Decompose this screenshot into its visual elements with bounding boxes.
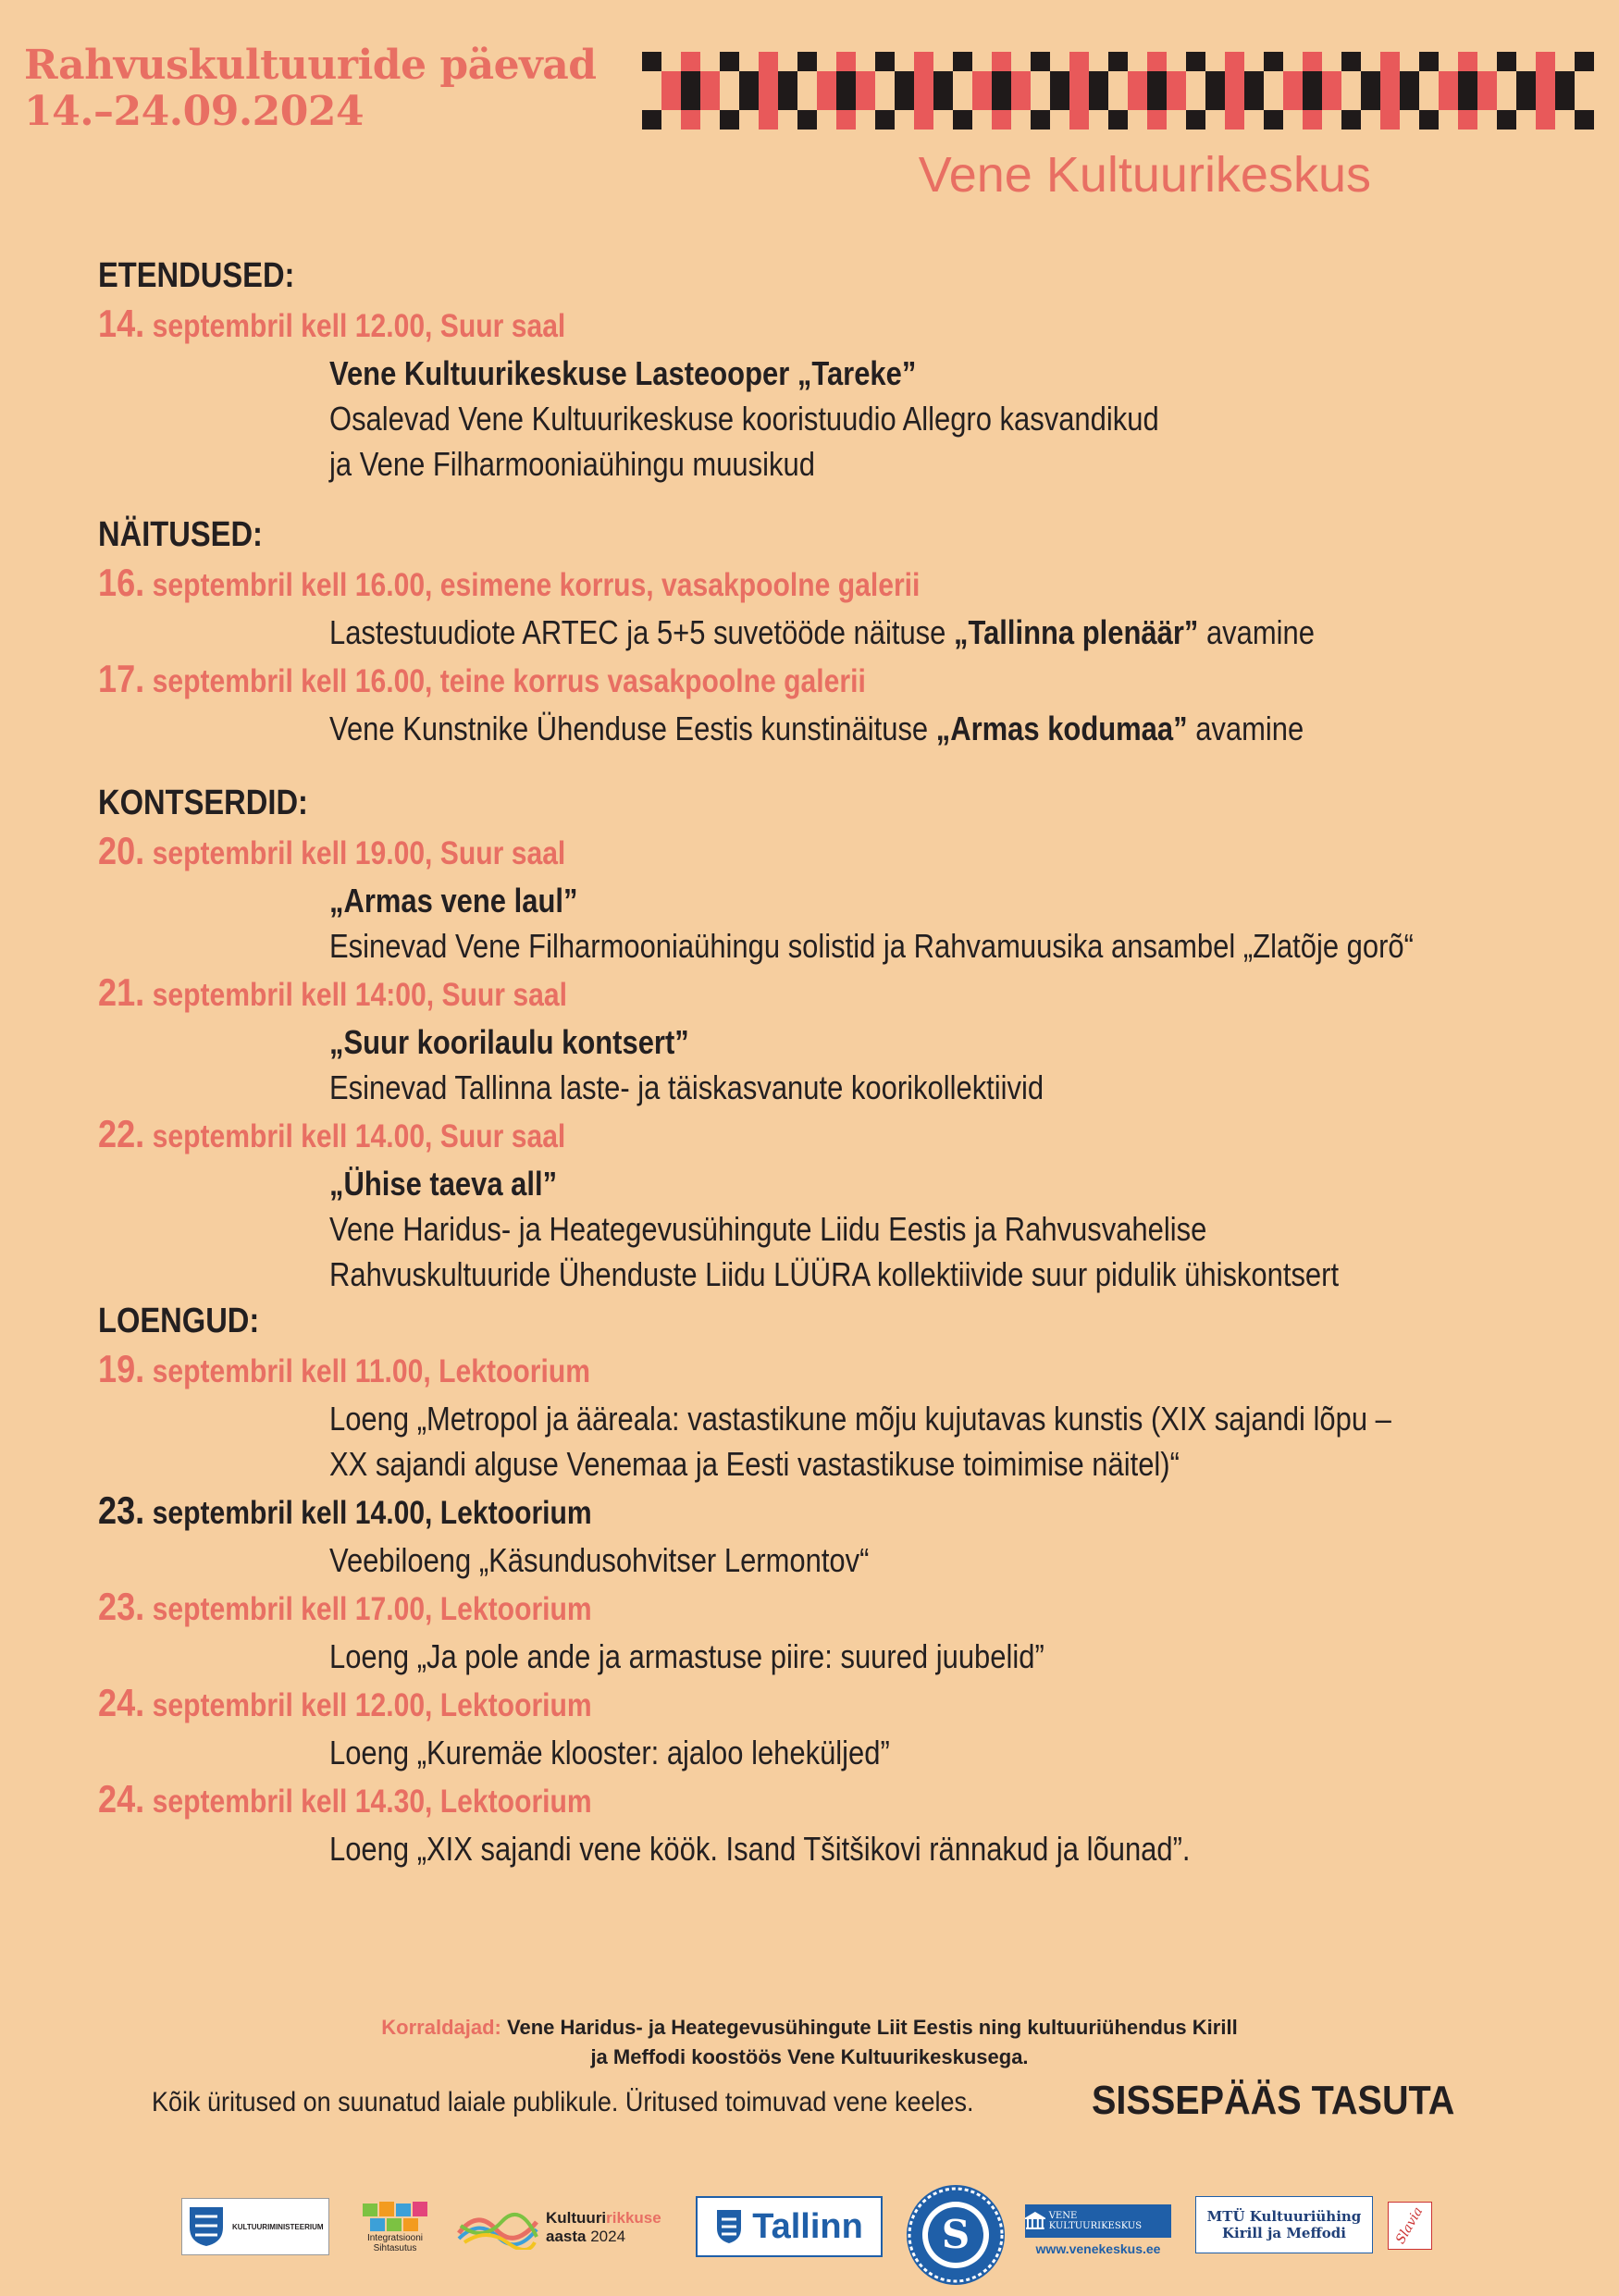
pattern-square [1128, 91, 1147, 110]
pattern-square [1147, 71, 1167, 91]
section-title-etendused: ETENDUSED: [98, 256, 295, 295]
pattern-square [1303, 91, 1322, 110]
pattern-square [661, 71, 681, 91]
pattern-square [1031, 52, 1050, 71]
pattern-square [972, 71, 992, 91]
section-title-loengud: LOENGUD: [98, 1302, 260, 1340]
puzzle-icon [361, 2200, 429, 2233]
building-icon [1025, 2212, 1045, 2230]
pattern-square [1575, 110, 1594, 130]
pattern-square [1089, 71, 1108, 91]
pattern-square [797, 52, 817, 71]
pattern-square [720, 52, 739, 71]
pattern-square [836, 91, 856, 110]
pattern-square [1536, 110, 1555, 130]
pattern-square [681, 110, 700, 130]
pattern-square [1225, 52, 1244, 71]
pattern-square [1283, 91, 1303, 110]
pattern-square [1264, 110, 1283, 130]
coat-of-arms-icon [188, 2205, 225, 2248]
sponsor-logos [0, 2185, 1619, 2287]
event-description: Osalevad Vene Kultuurikeskuse kooristuudio Allegro kasvandikud [329, 400, 1159, 438]
event-description: Veebiloeng „Käsundusohvitser Lermontov“ [329, 1541, 870, 1579]
pattern-square [1186, 52, 1205, 71]
pattern-square [1322, 71, 1341, 91]
event-date: 24. septembril kell 14.30, Lektoorium [98, 1777, 592, 1821]
pattern-square [1069, 52, 1089, 71]
ribbons-icon [455, 2205, 540, 2250]
pattern-square [1516, 71, 1536, 91]
pattern-square [1011, 91, 1031, 110]
pattern-square [1147, 52, 1167, 71]
pattern-square [1244, 71, 1264, 91]
pattern-square [895, 71, 914, 91]
event-date: 20. septembril kell 19.00, Suur saal [98, 829, 566, 872]
event-title: „Suur koorilaulu kontsert” [329, 1023, 689, 1061]
pattern-square [933, 71, 953, 91]
pattern-square [1458, 52, 1477, 71]
footer-note [152, 2078, 1455, 2123]
pattern-square [1050, 91, 1069, 110]
pattern-square [661, 91, 681, 110]
pattern-square [1361, 71, 1380, 91]
pattern-square [953, 110, 972, 130]
event-description: Vene Kunstnike Ühenduse Eestis kunstinäituse „Armas kodumaa” avamine [329, 710, 1304, 747]
pattern-square [1458, 71, 1477, 91]
pattern-square [739, 71, 759, 91]
pattern-square [1439, 91, 1458, 110]
pattern-square [1361, 91, 1380, 110]
pattern-square [895, 91, 914, 110]
pattern-square [856, 91, 875, 110]
pattern-square [1380, 52, 1400, 71]
pattern-square [914, 52, 933, 71]
pattern-square [1264, 52, 1283, 71]
pattern-square [1380, 91, 1400, 110]
pattern-square [700, 91, 720, 110]
pattern-square [1536, 52, 1555, 71]
pattern-square [759, 71, 778, 91]
pattern-square [914, 110, 933, 130]
seal-logo [907, 2185, 1005, 2285]
venue-name: Vene Kultuurikeskus [918, 147, 1371, 203]
pattern-square [1283, 71, 1303, 91]
pattern-square [1108, 52, 1128, 71]
festival-title [24, 43, 597, 135]
vene-kultuurikeskus-logo: VENE KULTUURIKESKUS www.venekeskus.ee [1023, 2198, 1173, 2263]
section-title-kontserdid: KONTSERDID: [98, 784, 308, 822]
pattern-square [1303, 52, 1322, 71]
seal-icon [907, 2185, 1005, 2285]
pattern-square [933, 91, 953, 110]
pattern-square [1419, 52, 1439, 71]
pattern-square [642, 52, 661, 71]
pattern-square [1069, 110, 1089, 130]
pattern-square [1536, 71, 1555, 91]
pattern-square [1205, 71, 1225, 91]
pattern-square [1225, 110, 1244, 130]
pattern-square [681, 52, 700, 71]
event-date: 23. septembril kell 17.00, Lektoorium [98, 1585, 592, 1628]
tallinn-emblem-icon [715, 2208, 743, 2245]
event-date: 21. septembril kell 14:00, Suur saal [98, 970, 567, 1014]
pattern-square [856, 71, 875, 91]
event-title: „Armas vene laul” [329, 882, 578, 920]
pattern-square [836, 110, 856, 130]
event-description: XX sajandi alguse Venemaa ja Eesti vastastikuse toimimise näitel)“ [329, 1445, 1180, 1483]
pattern-square [1089, 91, 1108, 110]
pattern-square [1167, 71, 1186, 91]
pattern-square [1186, 110, 1205, 130]
pattern-square [739, 91, 759, 110]
pattern-square [681, 71, 700, 91]
pattern-square [1400, 91, 1419, 110]
pattern-square [778, 91, 797, 110]
organizers: Korraldajad: Vene Haridus- ja Heategevusühingute Liit Eestis ning kultuuriühendus Kirill ja Meffodi koostöös Vene Kultuurikeskusega. [381, 2016, 1238, 2068]
event-description: Loeng „XIX sajandi vene köök. Isand Tšitšikovi rännakud ja lõunad”. [329, 1830, 1191, 1868]
section-title-naitused: NÄITUSED: [98, 515, 263, 554]
pattern-square [1497, 110, 1516, 130]
event-date: 22. septembril kell 14.00, Suur saal [98, 1112, 566, 1155]
pattern-square [1147, 91, 1167, 110]
pattern-square [1050, 71, 1069, 91]
pattern-square [1147, 110, 1167, 130]
pattern-square [1555, 71, 1575, 91]
event-title: „Ühise taeva all” [329, 1165, 558, 1203]
slavia-logo: Slavia [1388, 2202, 1432, 2250]
svg-text:S: S [941, 2212, 970, 2257]
event-date: 19. septembril kell 11.00, Lektoorium [98, 1347, 591, 1390]
event-date: 24. septembril kell 12.00, Lektoorium [98, 1681, 592, 1724]
integration-foundation-logo: Integratsiooni Sihtasutus [353, 2196, 437, 2257]
pattern-square [700, 71, 720, 91]
event-description: Esinevad Tallinna laste- ja täiskasvanute koorikollektiivid [329, 1068, 1044, 1106]
pattern-square [914, 71, 933, 91]
pattern-square [817, 91, 836, 110]
event-date: 16. septembril kell 16.00, esimene korrus, vasakpoolne galerii [98, 561, 921, 604]
pattern-square [1225, 71, 1244, 91]
pattern-square [1536, 91, 1555, 110]
event-description: Rahvuskultuuride Ühenduste Liidu LÜÜRA kollektiivide suur pidulik ühiskontsert [329, 1255, 1340, 1293]
pattern-square [1069, 71, 1089, 91]
pattern-square [972, 91, 992, 110]
event-description: Esinevad Vene Filharmooniaühingu solistid ja Rahvamuusika ansambel „Zlatõje gorõ“ [329, 927, 1414, 965]
pattern-square [992, 91, 1011, 110]
pattern-square [1011, 71, 1031, 91]
pattern-square [797, 110, 817, 130]
pattern-square [1555, 91, 1575, 110]
tallinn-logo: Tallinn [696, 2196, 883, 2257]
pattern-square [1439, 71, 1458, 91]
pattern-square [1108, 110, 1128, 130]
pattern-square [759, 91, 778, 110]
pattern-square [1497, 52, 1516, 71]
pattern-square [1477, 91, 1497, 110]
pattern-square [1244, 91, 1264, 110]
event-date: 23. septembril kell 14.00, Lektoorium [98, 1488, 592, 1532]
pattern-square [836, 52, 856, 71]
organizers-label: Korraldajad: [381, 2016, 501, 2039]
pattern-square [1322, 91, 1341, 110]
ministry-logo: KULTUURIMINISTEERIUM [181, 2198, 329, 2255]
pattern-square [875, 52, 895, 71]
event-date: 14. septembril kell 12.00, Suur saal [98, 302, 566, 345]
program [98, 252, 1578, 1871]
pattern-square [1516, 91, 1536, 110]
pattern-square [992, 110, 1011, 130]
pattern-square [1477, 71, 1497, 91]
pattern-square [992, 52, 1011, 71]
festival-dates: 14.–24.09.2024 [24, 88, 365, 135]
pattern-square [1205, 91, 1225, 110]
pattern-square [1400, 71, 1419, 91]
event-title: Vene Kultuurikeskuse Lasteooper „Tareke” [329, 354, 917, 392]
pattern-square [1341, 52, 1361, 71]
pattern-square [778, 71, 797, 91]
pattern-square [1167, 91, 1186, 110]
event-description: Loeng „Kuremäe klooster: ajaloo leheküljed” [329, 1734, 890, 1771]
pattern-square [759, 52, 778, 71]
pattern-square [1419, 110, 1439, 130]
pattern-square [1380, 71, 1400, 91]
pattern-square [759, 110, 778, 130]
pattern-square [1128, 71, 1147, 91]
event-description: ja Vene Filharmooniaühingu muusikud [329, 445, 815, 483]
pattern-square [1458, 110, 1477, 130]
pattern-square [953, 52, 972, 71]
pattern-square [1458, 91, 1477, 110]
pattern-square [1575, 52, 1594, 71]
pattern-square [1069, 91, 1089, 110]
event-description: Vene Haridus- ja Heategevusühingute Liidu Eestis ja Rahvusvahelise [329, 1210, 1207, 1248]
pattern-square [642, 110, 661, 130]
pattern-square [1303, 71, 1322, 91]
pattern-square [914, 91, 933, 110]
event-description: Loeng „Ja pole ande ja armastuse piire: suured juubelid” [329, 1637, 1044, 1675]
event-description: Loeng „Metropol ja ääreala: vastastikune mõju kujutavas kunstis (XIX sajandi lõpu – [329, 1400, 1391, 1438]
pattern-square [1031, 110, 1050, 130]
pattern-square [1225, 91, 1244, 110]
pattern-square [1303, 110, 1322, 130]
free-entry: SISSEPÄÄS TASUTA [1092, 2078, 1455, 2123]
event-description: Lastestuudiote ARTEC ja 5+5 suvetööde näituse „Tallinna plenäär” avamine [329, 613, 1315, 651]
audience-note: Kõik üritused on suunatud laiale publikule. Üritused toimuvad vene keeles. [152, 2087, 974, 2117]
event-date: 17. septembril kell 16.00, teine korrus vasakpoolne galerii [98, 657, 866, 700]
pattern-square [1341, 110, 1361, 130]
pattern-square [720, 110, 739, 130]
pattern-square [992, 71, 1011, 91]
pattern-square [817, 71, 836, 91]
pattern-square [875, 110, 895, 130]
pattern-square [836, 71, 856, 91]
cultural-diversity-year-logo: Kultuuririkkuse aasta 2024 [455, 2202, 685, 2253]
mtu-kirill-meffodi-logo: MTÜ Kultuuriühing Kirill ja Meffodi [1195, 2196, 1373, 2253]
pattern-square [1380, 110, 1400, 130]
festival-name: Rahvuskultuuride päevad [24, 42, 597, 89]
pattern-square [681, 91, 700, 110]
folk-pattern-icon [642, 52, 1604, 130]
